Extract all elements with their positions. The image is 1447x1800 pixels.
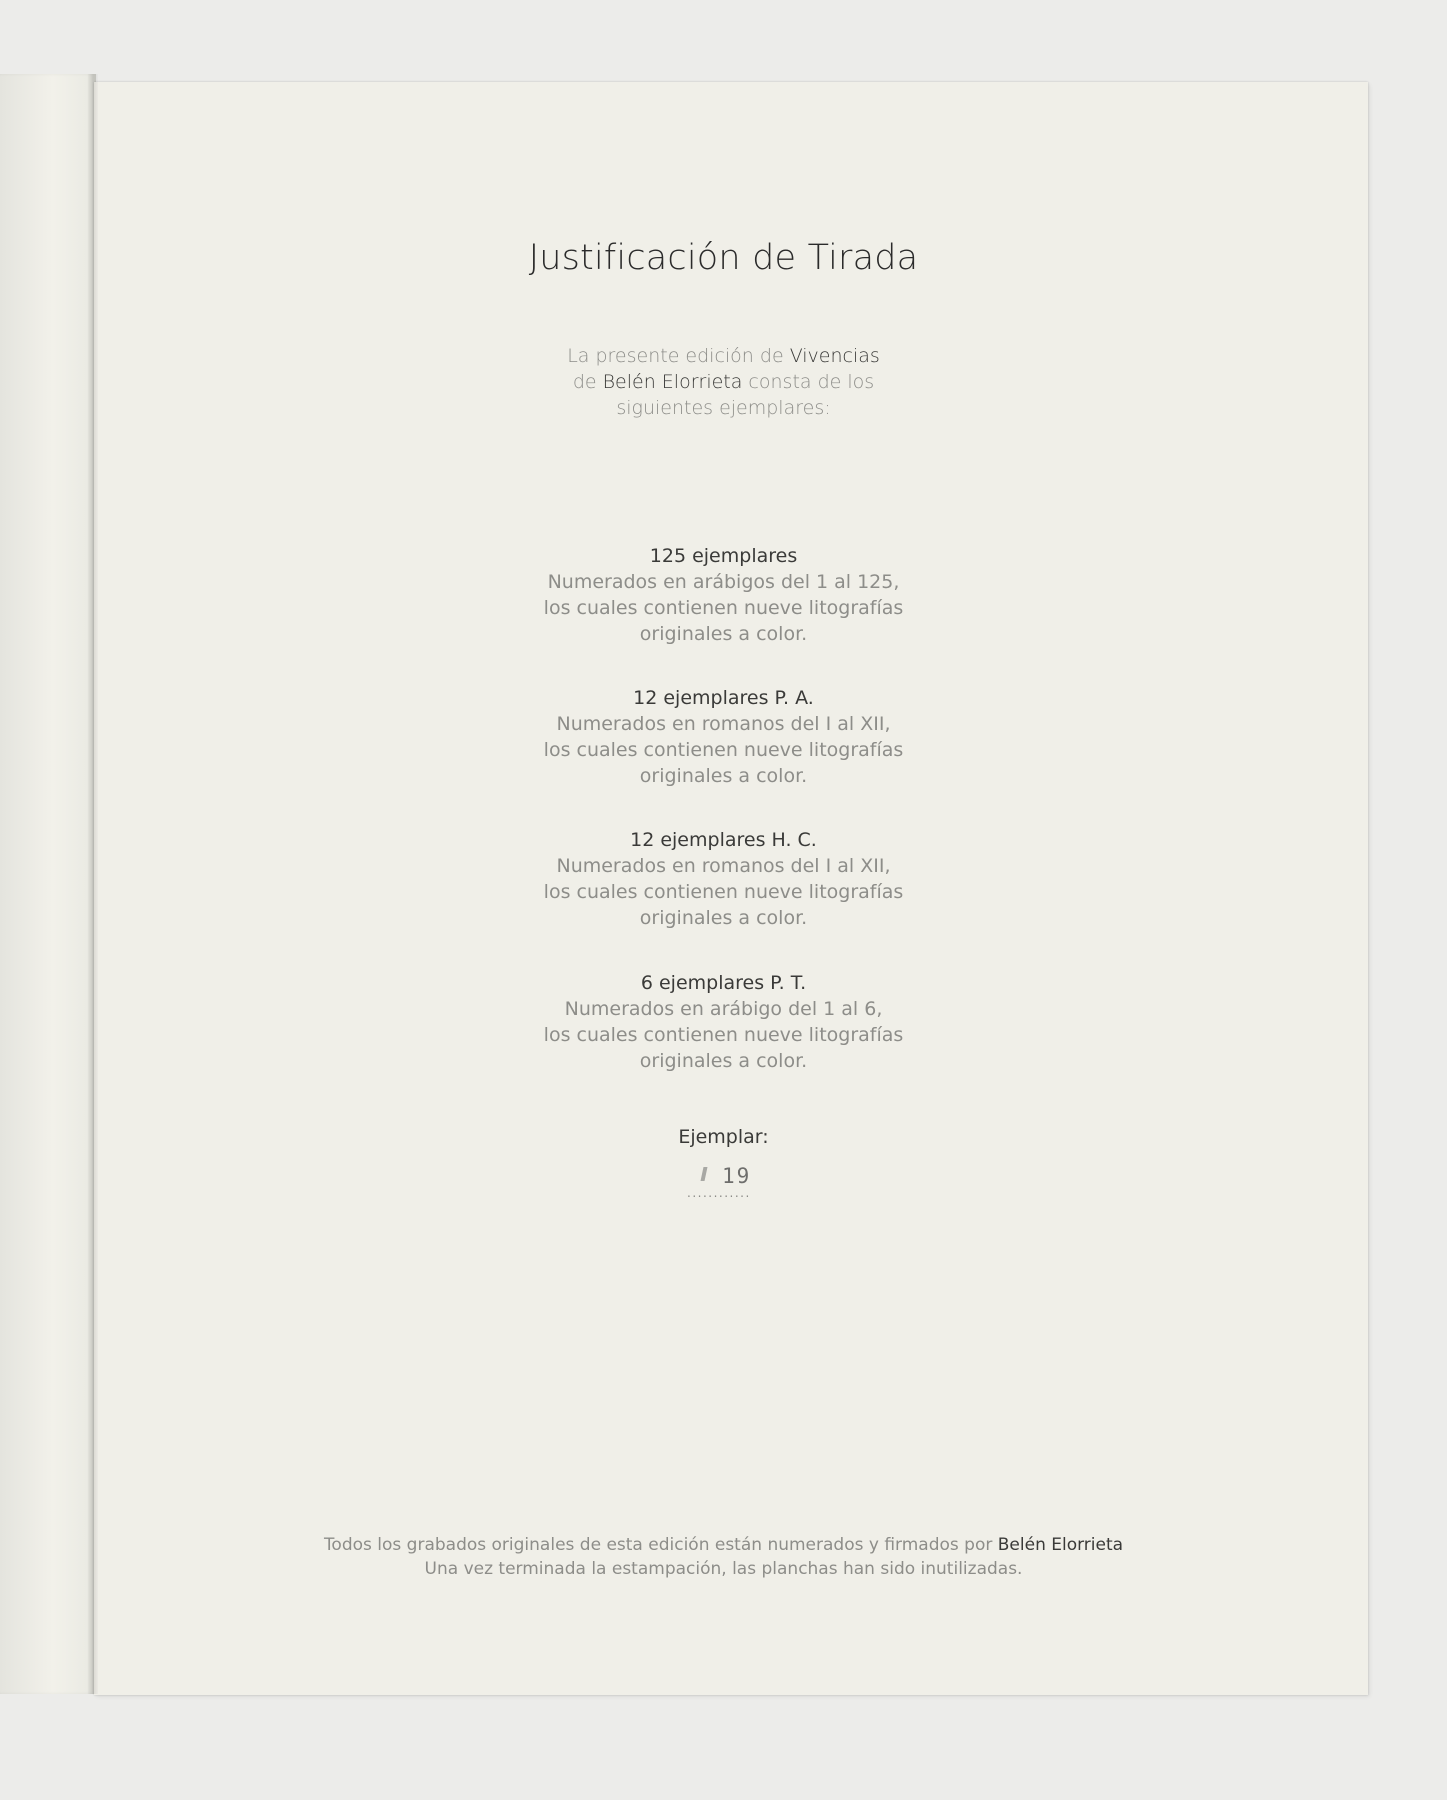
edition-line: Numerados en romanos del I al XII, <box>556 855 891 877</box>
edition-block <box>0 827 1447 931</box>
edition-heading: 12 ejemplares P. A. <box>633 687 814 709</box>
edition-line: los cuales contienen nueve litografías <box>543 597 904 619</box>
edition-heading: 125 ejemplares <box>649 545 798 567</box>
intro-paragraph <box>0 343 1447 421</box>
stamp-mark-icon <box>701 1167 708 1181</box>
edition-line: originales a color. <box>639 765 808 787</box>
edition-line: Numerados en arábigo del 1 al 6, <box>564 998 883 1020</box>
intro-line-1: La presente edición de Vivencias <box>567 345 880 367</box>
edition-heading: 12 ejemplares H. C. <box>630 829 817 851</box>
edition-line: los cuales contienen nueve litografías <box>543 881 904 903</box>
edition-heading: 6 ejemplares P. T. <box>640 972 807 994</box>
edition-block <box>0 543 1447 647</box>
footer-artist-name: Belén Elorrieta <box>997 1535 1124 1555</box>
ejemplar-label: Ejemplar: <box>678 1126 769 1148</box>
footer-line-2: Una vez terminada la estampación, las planchas han sido inutilizadas. <box>424 1559 1023 1579</box>
edition-line: los cuales contienen nueve litografías <box>543 739 904 761</box>
edition-line: originales a color. <box>639 907 808 929</box>
page-title: Justificación de Tirada <box>528 238 919 278</box>
edition-line: originales a color. <box>639 623 808 645</box>
artist-name: Belén Elorrieta <box>602 371 743 393</box>
footer-line-1: Todos los grabados originales de esta edición están numerados y firmados por Belén Elorrieta <box>323 1535 1124 1555</box>
ejemplar-number: 19 <box>722 1164 752 1188</box>
book-title: Vivencias <box>789 345 880 367</box>
edition-block <box>0 685 1447 789</box>
intro-line-3: siguientes ejemplares: <box>616 397 831 419</box>
intro-line-2: de Belén Elorrieta consta de los <box>572 371 875 393</box>
edition-line: Numerados en arábigos del 1 al 125, <box>547 571 900 593</box>
edition-line: Numerados en romanos del I al XII, <box>556 713 891 735</box>
footer-note <box>0 1533 1447 1581</box>
ejemplar-dotted-line: ............ <box>687 1186 751 1200</box>
edition-line: originales a color. <box>639 1050 808 1072</box>
edition-line: los cuales contienen nueve litografías <box>543 1024 904 1046</box>
edition-block <box>0 970 1447 1074</box>
